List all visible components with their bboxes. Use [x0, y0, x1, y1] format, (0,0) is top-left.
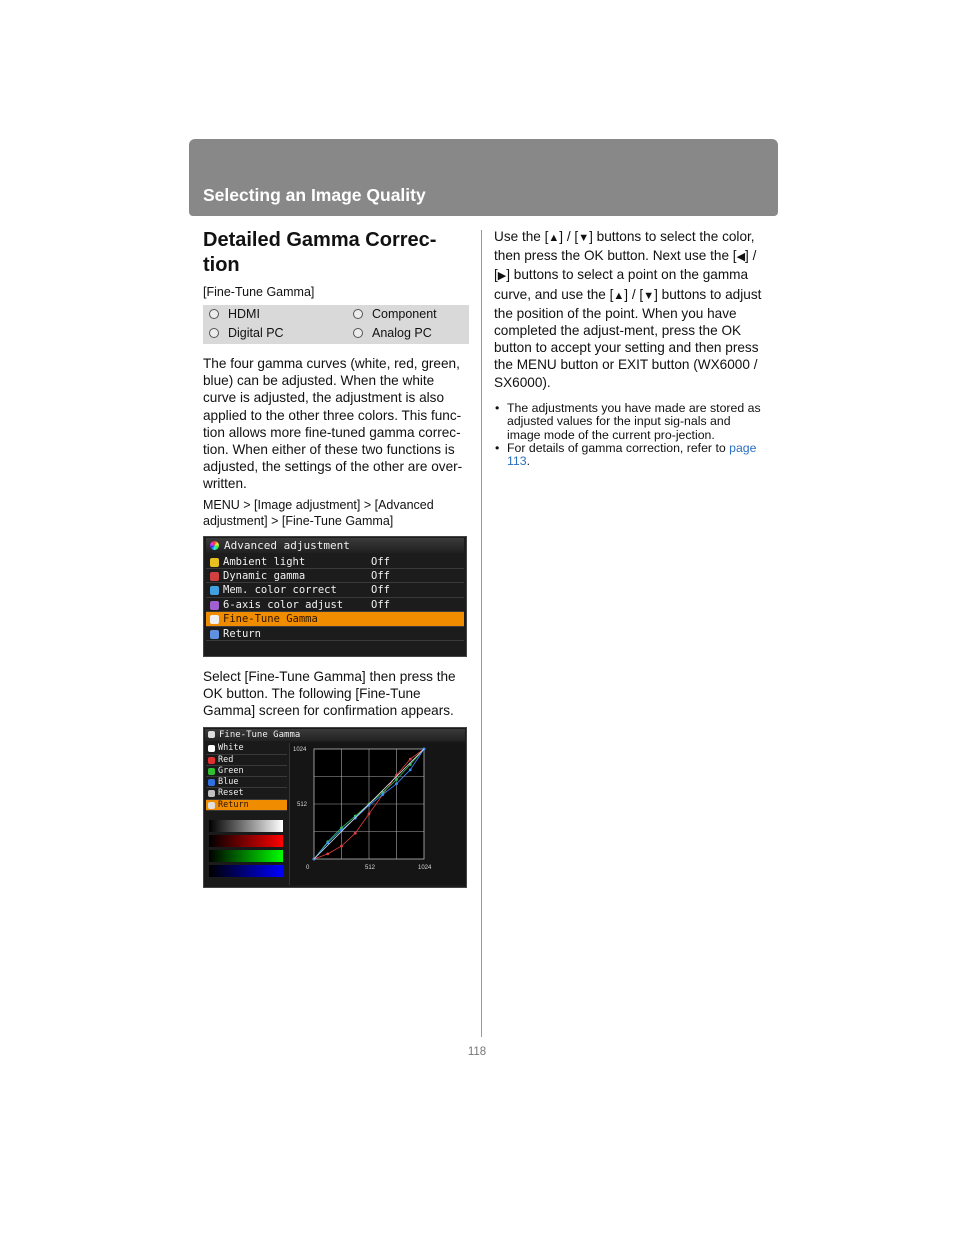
osd-menu-item-value: Off: [371, 598, 390, 611]
paragraph-fragment: MENU: [516, 357, 557, 373]
gamma-point-blue[interactable]: [409, 769, 412, 772]
paragraph-fragment: ◀: [736, 251, 746, 264]
red-ramp: [209, 835, 283, 847]
menu-item-icon: [210, 615, 219, 624]
paragraph-fragment: EXIT: [617, 357, 648, 373]
osd-menu-item-label: 6-axis color adjust: [223, 598, 344, 611]
gamma-point-blue[interactable]: [381, 793, 384, 796]
gamma-point-red[interactable]: [340, 845, 343, 848]
section-title: Detailed Gamma Correc- tion: [203, 229, 437, 276]
gamma-color-item[interactable]: [206, 755, 287, 766]
osd-menu-item-label: Dynamic gamma: [223, 570, 306, 583]
input-analog-pc: Analog PC: [347, 325, 467, 341]
gamma-point-green[interactable]: [395, 778, 398, 781]
gamma-color-label: Blue: [218, 777, 239, 788]
gamma-color-item[interactable]: [206, 743, 287, 754]
paragraph-fragment: ▲: [613, 289, 625, 302]
paragraph-fragment: ] / [: [624, 286, 644, 302]
input-signal-table: [203, 305, 469, 344]
instruction-paragraph: Select [Fine-Tune Gamma] then press the OK button. The following [Fine-Tune Gamma] screen for confirmation appears.: [203, 668, 456, 719]
osd-menu-list: [206, 555, 464, 641]
osd-title: Advanced adjustment: [206, 538, 464, 553]
input-component: Component: [347, 306, 467, 322]
gamma-point-red[interactable]: [409, 758, 412, 761]
ftg-title: Fine-Tune Gamma: [205, 729, 465, 741]
page-link[interactable]: page 113: [507, 441, 757, 469]
header-title: Selecting an Image Quality: [203, 185, 426, 205]
gamma-chart-panel: [289, 743, 466, 885]
operation-paragraph: [494, 228, 764, 391]
paragraph-fragment: button. Next use the [: [603, 248, 737, 264]
input-digital-pc: Digital PC: [203, 325, 347, 341]
x-label-zero: 0: [306, 865, 310, 872]
paragraph-fragment: Use the [: [494, 229, 549, 244]
green-ramp: [209, 850, 283, 862]
osd-menu-item[interactable]: [206, 627, 464, 641]
osd-menu-item-label: Return: [223, 627, 261, 640]
y-label-mid: 512: [297, 802, 308, 809]
gamma-point-red[interactable]: [354, 832, 357, 835]
menu-item-icon: [210, 630, 219, 639]
column-divider: [481, 230, 482, 1037]
gamma-color-item[interactable]: [206, 788, 287, 799]
paragraph-fragment: ] buttons to select the color, then press the: [494, 229, 755, 264]
paragraph-fragment: ▼: [578, 232, 590, 244]
paragraph-fragment: ] buttons to select a point on the gamma curve, and use the [: [494, 267, 749, 302]
radio-icon: [209, 328, 219, 338]
color-select-list: [206, 743, 287, 811]
osd-menu-item-label: Ambient light: [223, 555, 306, 568]
paragraph-fragment: button to accept your setting and then press the: [494, 340, 759, 373]
color-swatch-icon: [208, 790, 215, 797]
color-wheel-icon: [210, 541, 219, 550]
paragraph-fragment: ▲: [548, 232, 560, 244]
color-swatch-icon: [208, 779, 215, 786]
paragraph-fragment: ] / [: [494, 248, 757, 283]
menu-item-icon: [210, 586, 219, 595]
paragraph-fragment: OK: [721, 323, 742, 339]
gamma-color-item[interactable]: [206, 766, 287, 777]
description-paragraph: The four gamma curves (white, red, green, blue) can be adjusted. When the white curve is adjusted, the adjustment is also applied to the other three colors. This func-tion allows more fine-tuned gamma correc-tion. When either of these two functions is adjusted, the settings of the other are over-written.: [203, 356, 463, 492]
blue-ramp: [209, 865, 283, 877]
note-item: • The adjustments you have made are stored as adjusted values for the input sig-nals and image mode of the current pro-jection.: [494, 402, 764, 442]
radio-icon: [353, 309, 363, 319]
x-label-mid: 512: [365, 865, 376, 872]
color-swatch-icon: [208, 768, 215, 775]
menu-item-icon: [210, 558, 219, 567]
gamma-curve-chart: [290, 743, 466, 885]
radio-icon: [353, 328, 363, 338]
notes-list: [494, 402, 764, 469]
osd-menu-item[interactable]: [206, 612, 464, 626]
osd-menu-item-label: Mem. color correct: [223, 584, 337, 597]
x-label-max: 1024: [418, 865, 432, 872]
osd-menu-item[interactable]: [206, 569, 464, 583]
right-column: [494, 228, 764, 469]
menu-item-icon: [210, 572, 219, 581]
page-number: 118: [467, 1046, 487, 1058]
fine-tune-gamma-screenshot: [203, 727, 467, 888]
y-label-top: 1024: [293, 747, 307, 754]
color-swatch-icon: [208, 757, 215, 764]
paragraph-fragment: ▶: [497, 270, 507, 283]
gamma-color-label: Reset: [218, 788, 244, 799]
gamma-point-blue[interactable]: [395, 783, 398, 786]
note-item: • For details of gamma correction, refer to page 113.: [494, 442, 764, 469]
osd-menu-item-value: Off: [371, 555, 390, 568]
paragraph-fragment: ] / [: [559, 229, 579, 244]
gamma-color-label: Return: [218, 799, 249, 810]
paragraph-fragment: button or: [556, 357, 618, 373]
gamma-color-label: Red: [218, 754, 234, 765]
gamma-color-item[interactable]: [206, 800, 287, 811]
menu-path: MENU > [Image adjustment] > [Advanced adjustment] > [Fine-Tune Gamma]: [203, 497, 434, 528]
header-bar: [189, 139, 778, 216]
osd-menu-item-value: Off: [371, 584, 390, 597]
gamma-icon: [208, 731, 215, 738]
advanced-adjustment-screenshot: [203, 536, 467, 657]
gamma-point-red[interactable]: [368, 813, 371, 816]
paragraph-fragment: ] buttons to adjust the position of the point. When you have completed the adjust-ment, press the: [494, 286, 762, 339]
function-tag: [Fine-Tune Gamma]: [203, 285, 315, 299]
osd-menu-item[interactable]: [206, 598, 464, 612]
gamma-color-label: White: [218, 743, 244, 754]
white-ramp: [209, 820, 283, 832]
osd-menu-item[interactable]: [206, 555, 464, 569]
osd-menu-item-value: Off: [371, 570, 390, 583]
color-swatch-icon: [208, 745, 215, 752]
osd-menu-item[interactable]: [206, 583, 464, 597]
menu-item-icon: [210, 601, 219, 610]
gamma-color-label: Green: [218, 765, 244, 776]
paragraph-fragment: OK: [583, 248, 604, 264]
input-hdmi: HDMI: [203, 306, 347, 322]
left-column: [203, 228, 469, 888]
gamma-point-red[interactable]: [326, 853, 329, 856]
color-swatch-icon: [208, 802, 215, 809]
paragraph-fragment: button (WX6000 / SX6000).: [494, 357, 758, 390]
gamma-color-item[interactable]: [206, 777, 287, 788]
paragraph-fragment: ▼: [643, 289, 655, 302]
radio-icon: [209, 309, 219, 319]
osd-menu-item-label: Fine-Tune Gamma: [223, 613, 318, 626]
